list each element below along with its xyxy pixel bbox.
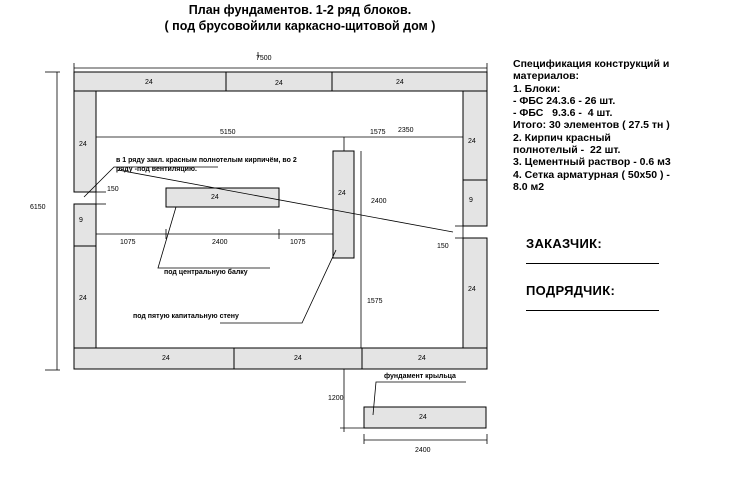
dim-1575-top: 1575	[370, 129, 386, 136]
customer-label: ЗАКАЗЧИК:	[526, 236, 602, 251]
spec-line: 2. Кирпич красный	[513, 131, 611, 144]
dim-1075-right: 1075	[290, 239, 306, 246]
block-label: 24	[468, 138, 476, 145]
contractor-signature-line	[526, 310, 659, 311]
block-right-2	[463, 238, 487, 348]
block-label: 24	[79, 295, 87, 302]
block-label: 24	[145, 79, 153, 86]
block-label: 24	[275, 80, 283, 87]
spec-line: 1. Блоки:	[513, 82, 561, 95]
drawing-title-line1: План фундаментов. 1-2 ряд блоков.	[188, 3, 412, 17]
leader-central-beam	[158, 207, 270, 268]
dim-1200: 1200	[328, 395, 344, 402]
drawing-title-line2: ( под брусовойили каркасно-щитовой дом )	[164, 19, 436, 33]
spec-line: полнотелый - 22 шт.	[513, 144, 621, 157]
specification	[513, 58, 733, 193]
block-left-9	[74, 204, 96, 246]
block-label: 24	[419, 414, 427, 421]
note-porch: фундамент крыльца	[384, 373, 456, 380]
block-right-1	[463, 91, 487, 180]
dim-total-width: 7500	[256, 55, 272, 62]
block-label: 24	[211, 194, 219, 201]
spec-line: 3. Цементный раствор - 0.6 м3	[513, 156, 671, 169]
dim-total-height: 6150	[30, 204, 46, 211]
dim-2400-vertical: 2400	[371, 198, 387, 205]
dim-5150: 5150	[220, 129, 236, 136]
block-label: 9	[79, 217, 83, 224]
block-label: 24	[418, 355, 426, 362]
contractor-label: ПОДРЯДЧИК:	[526, 283, 616, 298]
spec-line: материалов:	[513, 70, 580, 83]
spec-line: 4. Сетка арматурная ( 50х50 ) -	[513, 168, 670, 181]
block-label: 24	[338, 190, 346, 197]
block-label: 24	[162, 355, 170, 362]
block-label: 24	[294, 355, 302, 362]
block-right-9	[463, 180, 487, 226]
dim-150-right: 150	[437, 243, 449, 250]
spec-line: - ФБС 24.3.6 - 26 шт.	[513, 94, 616, 107]
note-fifth-wall: под пятую капитальную стену	[133, 313, 239, 320]
customer-signature-line	[526, 263, 659, 264]
block-label: 24	[79, 141, 87, 148]
dim-2350: 2350	[398, 127, 414, 134]
spec-line: 8.0 м2	[513, 180, 545, 193]
block-label: 9	[469, 197, 473, 204]
block-central-beam	[166, 188, 279, 207]
note-brick-vent-1: в 1 ряду закл. красным полнотелым кирпичём, во 2	[116, 157, 297, 164]
note-central-beam: под центральную балку	[164, 269, 248, 276]
spec-line: Итого: 30 элементов ( 27.5 тн )	[513, 119, 670, 132]
block-top-3	[332, 72, 487, 91]
block-label: 24	[468, 286, 476, 293]
dim-2400-mid: 2400	[212, 239, 228, 246]
block-bottom-1	[74, 348, 234, 369]
block-label: 24	[396, 79, 404, 86]
spec-line: - ФБС 9.3.6 - 4 шт.	[513, 107, 613, 120]
dim-1575-vertical: 1575	[367, 298, 383, 305]
block-inner-wall	[333, 151, 354, 258]
dim-150-left: 150	[107, 186, 119, 193]
note-brick-vent-2: ряду -под вентиляцию.	[116, 166, 197, 173]
dim-2400-porch: 2400	[415, 447, 431, 454]
dim-1075-left: 1075	[120, 239, 136, 246]
spec-line: Спецификация конструкций и	[513, 58, 670, 70]
